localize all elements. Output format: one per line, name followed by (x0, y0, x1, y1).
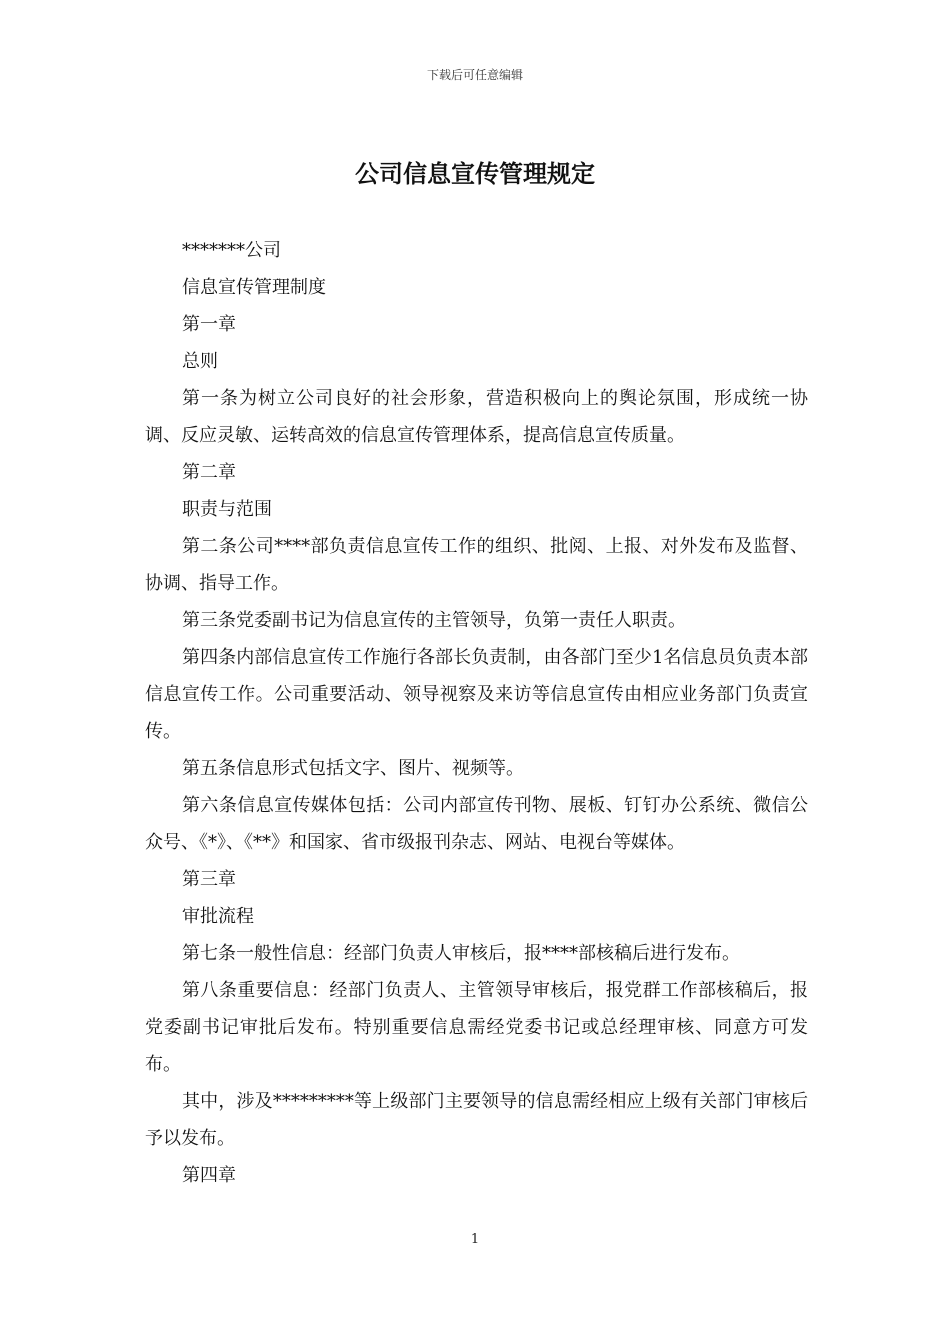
page-number: 1 (470, 1232, 480, 1247)
article-8-supplement: 其中，涉及*********等上级部门主要领导的信息需经相应上级有关部门审核后予以发布。 (145, 1091, 808, 1149)
article-3: 第三条党委副书记为信息宣传的主管领导，负第一责任人职责。 (182, 610, 686, 631)
article-4: 第四条内部信息宣传工作施行各部长负责制，由各部门至少1名信息员负责本部信息宣传工作。公司重要活动、领导视察及来访等信息宣传由相应业务部门负责宣传。 (145, 647, 808, 742)
paragraph-company: *******公司 (182, 240, 281, 261)
article-1: 第一条为树立公司良好的社会形象，营造积极向上的舆论氛围，形成统一协调、反应灵敏、运转高效的信息宣传管理体系，提高信息宣传质量。 (145, 388, 808, 446)
page-header-note: 下载后可任意编辑 (426, 68, 523, 82)
chapter-heading-4: 第四章 (182, 1165, 236, 1186)
chapter-title-3: 审批流程 (182, 906, 254, 927)
article-5: 第五条信息形式包括文字、图片、视频等。 (182, 758, 524, 779)
chapter-title-1: 总则 (182, 351, 218, 372)
chapter-heading-2: 第二章 (182, 462, 236, 483)
chapter-heading-1: 第一章 (182, 314, 236, 335)
chapter-heading-3: 第三章 (182, 869, 236, 890)
article-7: 第七条一般性信息：经部门负责人审核后，报****部核稿后进行发布。 (182, 943, 740, 964)
document-title: 公司信息宣传管理规定 (355, 160, 595, 188)
chapter-title-2: 职责与范围 (182, 499, 272, 520)
article-8: 第八条重要信息：经部门负责人、主管领导审核后，报党群工作部核稿后，报党委副书记审批后发布。特别重要信息需经党委书记或总经理审核、同意方可发布。 (145, 980, 808, 1075)
paragraph-system-name: 信息宣传管理制度 (182, 277, 326, 298)
article-6: 第六条信息宣传媒体包括：公司内部宣传刊物、展板、钉钉办公系统、微信公众号、《*》、《**》和国家、省市级报刊杂志、网站、电视台等媒体。 (145, 795, 808, 853)
article-2: 第二条公司****部负责信息宣传工作的组织、批阅、上报、对外发布及监督、协调、指导工作。 (145, 536, 808, 594)
document-body (145, 232, 808, 1194)
